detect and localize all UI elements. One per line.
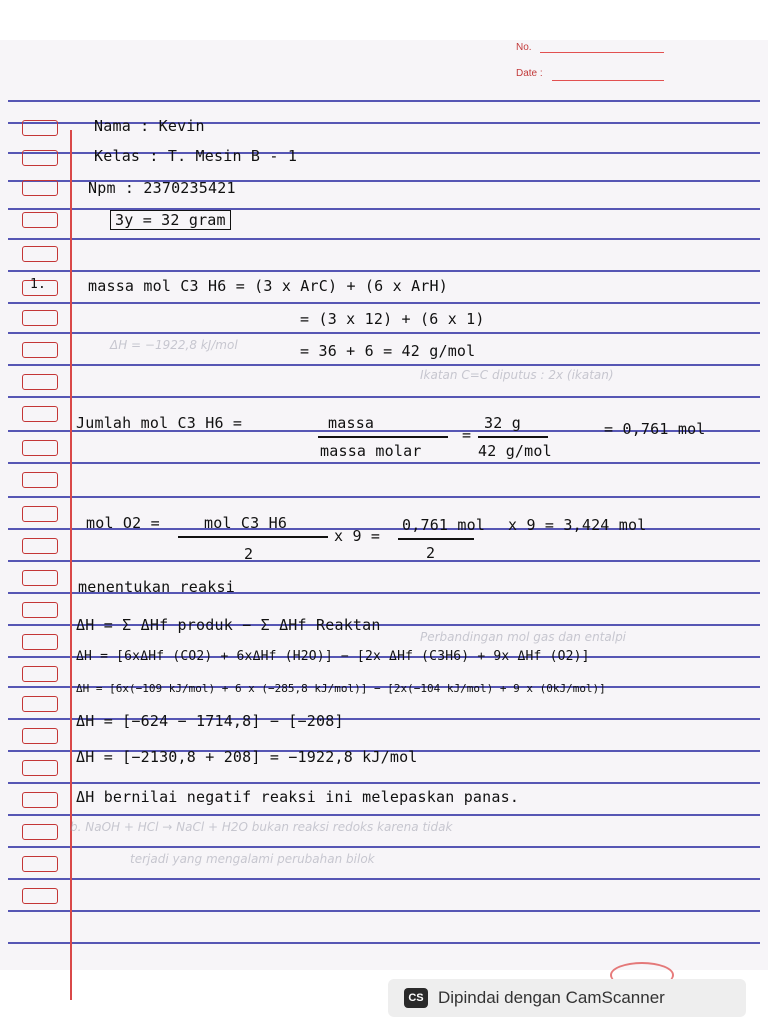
margin-box bbox=[22, 728, 58, 744]
mol-eq: = bbox=[462, 426, 472, 444]
bleed-text: ΔH = −1922,8 kJ/mol bbox=[110, 338, 238, 352]
notebook-page bbox=[0, 40, 768, 970]
student-npm: Npm : 2370235421 bbox=[88, 179, 236, 197]
ruled-line bbox=[8, 560, 760, 562]
header-date-label: Date : bbox=[516, 68, 543, 79]
margin-box bbox=[22, 824, 58, 840]
mol-label: Jumlah mol C3 H6 = bbox=[76, 414, 243, 432]
ruled-line bbox=[8, 100, 760, 102]
step-number: 1. bbox=[30, 277, 47, 292]
ruled-line bbox=[8, 846, 760, 848]
fraction-bar bbox=[318, 436, 448, 438]
margin-box bbox=[22, 696, 58, 712]
header-date-line bbox=[552, 80, 664, 81]
margin-box bbox=[22, 666, 58, 682]
margin-box bbox=[22, 310, 58, 326]
ruled-line bbox=[8, 878, 760, 880]
molar-mass-line-3: = 36 + 6 = 42 g/mol bbox=[300, 342, 476, 360]
ruled-line bbox=[8, 332, 760, 334]
fraction-bar bbox=[478, 436, 548, 438]
ruled-line bbox=[8, 396, 760, 398]
margin-box bbox=[22, 634, 58, 650]
dh-line-3: ΔH = [6x(−109 kJ/mol) + 6 x (−285,8 kJ/mol)] − [2x(−104 kJ/mol) + 9 x (0kJ/mol)] bbox=[76, 682, 606, 695]
ruled-line bbox=[8, 782, 760, 784]
molar-mass-line: massa mol C3 H6 = (3 x ArC) + (6 x ArH) bbox=[88, 277, 448, 295]
margin-box bbox=[22, 342, 58, 358]
ruled-line bbox=[8, 942, 760, 944]
margin-box bbox=[22, 538, 58, 554]
margin-box bbox=[22, 602, 58, 618]
mol-value-num: 32 g bbox=[484, 414, 521, 432]
mol-value-den: 42 g/mol bbox=[478, 442, 552, 460]
reaction-title: menentukan reaksi bbox=[78, 578, 235, 596]
ruled-line bbox=[8, 302, 760, 304]
dh-line-4: ΔH = [−624 − 1714,8] − [−208] bbox=[76, 712, 344, 730]
o2-result: x 9 = 3,424 mol bbox=[508, 516, 647, 534]
ruled-line bbox=[8, 814, 760, 816]
ruled-line bbox=[8, 496, 760, 498]
bleed-text: terjadi yang mengalami perubahan bilok bbox=[130, 852, 375, 866]
mol-fraction-den: massa molar bbox=[320, 442, 422, 460]
margin-box bbox=[22, 506, 58, 522]
ruled-line bbox=[8, 910, 760, 912]
margin-box bbox=[22, 440, 58, 456]
ruled-line bbox=[8, 270, 760, 272]
o2-label: mol O2 = bbox=[86, 514, 160, 532]
bleed-text: b. NaOH + HCl → NaCl + H2O bukan reaksi redoks karena tidak bbox=[70, 820, 453, 834]
fraction-bar bbox=[178, 536, 328, 538]
conclusion: ΔH bernilai negatif reaksi ini melepaskan panas. bbox=[76, 788, 520, 806]
camscanner-text: Dipindai dengan CamScanner bbox=[438, 988, 665, 1007]
o2-fraction-den: 2 bbox=[244, 545, 254, 563]
student-name: Nama : Kevin bbox=[94, 117, 205, 135]
margin-box bbox=[22, 374, 58, 390]
margin-box bbox=[22, 150, 58, 166]
o2-value-den: 2 bbox=[426, 544, 436, 562]
header-no-line bbox=[540, 52, 664, 53]
dh-line-5: ΔH = [−2130,8 + 208] = −1922,8 kJ/mol bbox=[76, 748, 418, 766]
margin-line bbox=[70, 130, 72, 1000]
camscanner-watermark bbox=[388, 979, 746, 1017]
ruled-line bbox=[8, 238, 760, 240]
margin-box bbox=[22, 212, 58, 228]
o2-multiplier: x 9 = bbox=[334, 527, 381, 545]
bleed-text: Perbandingan mol gas dan entalpi bbox=[420, 630, 627, 644]
margin-box bbox=[22, 792, 58, 808]
margin-box bbox=[22, 472, 58, 488]
dh-line-1: ΔH = Σ ΔHf produk − Σ ΔHf Reaktan bbox=[76, 616, 381, 634]
margin-box bbox=[22, 760, 58, 776]
header-no-label: No. bbox=[516, 42, 532, 53]
margin-box bbox=[22, 120, 58, 136]
camscanner-icon: CS bbox=[404, 988, 428, 1008]
o2-fraction-num: mol C3 H6 bbox=[204, 514, 288, 532]
mol-result: = 0,761 mol bbox=[604, 420, 706, 438]
margin-box bbox=[22, 570, 58, 586]
o2-value-num: 0,761 mol bbox=[402, 516, 486, 534]
margin-box bbox=[22, 246, 58, 262]
mol-fraction-num: massa bbox=[328, 414, 375, 432]
margin-box bbox=[22, 888, 58, 904]
dh-line-2: ΔH = [6xΔHf (CO2) + 6xΔHf (H2O)] − [2x ΔHf (C3H6) + 9x ΔHf (O2)] bbox=[76, 649, 590, 664]
ruled-line bbox=[8, 364, 760, 366]
student-class: Kelas : T. Mesin B - 1 bbox=[94, 147, 298, 165]
boxed-note: 3y = 32 gram bbox=[110, 210, 231, 230]
ruled-line bbox=[8, 462, 760, 464]
margin-box bbox=[22, 406, 58, 422]
margin-box bbox=[22, 856, 58, 872]
fraction-bar bbox=[398, 538, 474, 540]
margin-box bbox=[22, 180, 58, 196]
molar-mass-line-2: = (3 x 12) + (6 x 1) bbox=[300, 310, 485, 328]
bleed-text: Ikatan C=C diputus : 2x (ikatan) bbox=[420, 368, 614, 382]
